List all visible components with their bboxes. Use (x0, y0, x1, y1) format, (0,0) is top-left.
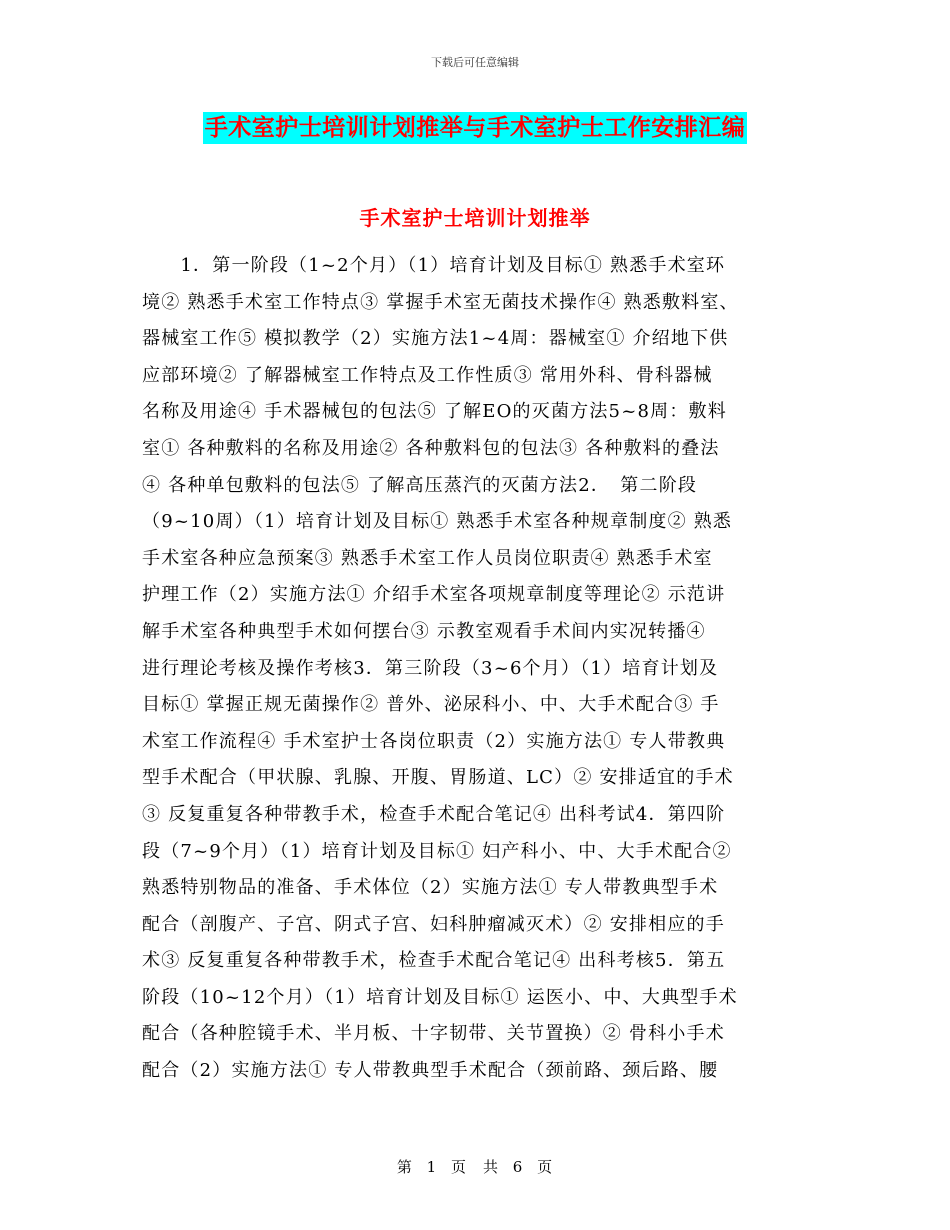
body-text (142, 248, 802, 1090)
body-line: 1．第一阶段（1~2个月）（1）培育计划及目标① 熟悉手术室环 (142, 255, 726, 276)
body-line: 进行理论考核及操作考核3．第三阶段（3~6个月）（1）培育计划及 (142, 657, 719, 679)
body-line: 术室工作流程④ 手术室护士各岗位职责（2）实施方法① 专人带教典 (142, 730, 726, 752)
document-title-container (0, 112, 950, 144)
footer-page-number: 1 (426, 1158, 438, 1176)
body-line: 段（7~9个月）（1）培育计划及目标① 妇产科小、中、大手术配合② (142, 840, 732, 862)
page-header: 下载后可任意编辑 (431, 56, 519, 69)
body-line: 熟悉特别物品的准备、手术体位（2）实施方法① 专人带教典型手术 (142, 877, 719, 899)
body-line: 配合（各种腔镜手术、半月板、十字韧带、关节置换）② 骨科小手术 (142, 1023, 725, 1045)
body-line: （9~10周）（1）培育计划及目标① 熟悉手术室各种规章制度② 熟悉 (142, 511, 733, 533)
body-line: 境② 熟悉手术室工作特点③ 掌握手术室无菌技术操作④ 熟悉敷料室、 (142, 291, 739, 313)
footer-suffix: 页 (537, 1158, 554, 1176)
body-line: 应部环境② 了解器械室工作特点及工作性质③ 常用外科、骨科器械 (142, 364, 713, 386)
body-line: 名称及用途④ 手术器械包的包法⑤ 了解EO的灭菌方法5~8周：敷料 (142, 401, 727, 423)
body-line: 配合（2）实施方法① 专人带教典型手术配合（颈前路、颈后路、腰 (142, 1060, 719, 1082)
body-line: 型手术配合（甲状腺、乳腺、开腹、胃肠道、LC）② 安排适宜的手术 (142, 767, 734, 789)
footer-total-pages: 6 (512, 1158, 524, 1176)
document-title: 手术室护士培训计划推举与手术室护士工作安排汇编 (203, 112, 748, 144)
body-line: 阶段（10~12个月）（1）培育计划及目标① 运医小、中、大典型手术 (142, 986, 738, 1008)
section-title: 手术室护士培训计划推举 (359, 206, 591, 230)
body-line: ④ 各种单包敷料的包法⑤ 了解高压蒸汽的灭菌方法2． 第二阶段 (142, 474, 698, 496)
body-line: 室① 各种敷料的名称及用途② 各种敷料包的包法③ 各种敷料的叠法 (142, 437, 720, 459)
body-line: 配合（剖腹产、子宫、阴式子宫、妇科肿瘤减灭术）② 安排相应的手 (142, 913, 725, 935)
body-line: 术③ 反复重复各种带教手术，检查手术配合笔记④ 出科考核5．第五 (142, 950, 726, 972)
body-line: 解手术室各种典型手术如何摆台③ 示教室观看手术间内实况转播④ (142, 620, 706, 642)
footer-middle: 页 共 (450, 1158, 499, 1176)
body-line: 目标① 掌握正规无菌操作② 普外、泌尿科小、中、大手术配合③ 手 (142, 694, 720, 716)
footer-prefix: 第 (396, 1158, 413, 1176)
body-line: 护理工作（2）实施方法① 介绍手术室各项规章制度等理论② 示范讲 (142, 584, 726, 606)
body-line: 手术室各种应急预案③ 熟悉手术室工作人员岗位职责④ 熟悉手术室 (142, 547, 713, 569)
body-line: 器械室工作⑤ 模拟教学（2）实施方法1~4周：器械室① 介绍地下供 (142, 328, 729, 350)
body-line: ③ 反复重复各种带教手术，检查手术配合笔记④ 出科考试4．第四阶 (142, 803, 726, 825)
page-footer (0, 1156, 950, 1177)
